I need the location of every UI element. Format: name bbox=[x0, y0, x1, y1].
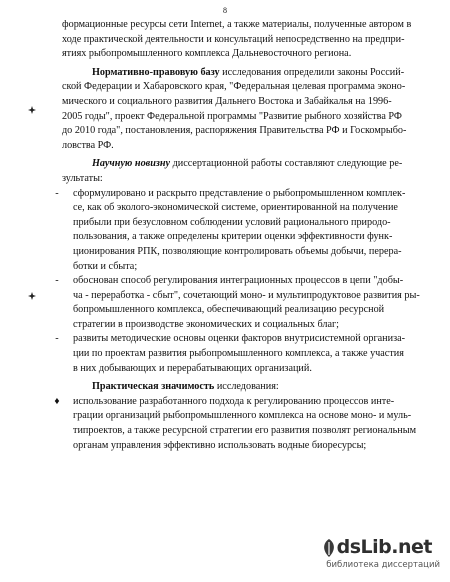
document-body bbox=[54, 18, 420, 453]
text-line: - развиты методические основы оценки факторов внутрисистемной организа- bbox=[62, 332, 414, 347]
dslib-logo: dsLib.net bbox=[337, 536, 432, 558]
text-line: ботки и сбыта; bbox=[73, 260, 138, 272]
legal-basis-label: Нормативно-правовую базу bbox=[92, 66, 220, 78]
text-line: пользования, а также определены критерии оценки эффективности функ- bbox=[73, 231, 393, 243]
text-line: зультаты: bbox=[62, 172, 103, 184]
diamond-bullet-icon: ♦ bbox=[54, 395, 60, 407]
text-line: бопромышленного комплекса, обеспечивающий реализацию ресурсной bbox=[73, 304, 385, 316]
dslib-watermark[interactable] bbox=[328, 536, 440, 576]
novelty-list-item bbox=[55, 274, 420, 332]
text-line: ходе практической деятельности и консультаций непосредственно на предпри- bbox=[62, 33, 405, 45]
text-line: ловства РФ. bbox=[62, 139, 114, 151]
text-line: - сформулировано и раскрыто представление о рыбопромышленном комплек- bbox=[62, 187, 414, 202]
text-line: се, как об эколого-экономической системе, ориентированной на получение bbox=[73, 202, 398, 214]
legal-basis-paragraph bbox=[62, 66, 414, 154]
practical-list-item bbox=[54, 395, 417, 453]
text-line: ции по проектам развития рыбопромышленного комплекса, а также участия bbox=[73, 348, 404, 360]
text-line: в них добывающих и перерабатывающих организаций. bbox=[73, 362, 312, 374]
novelty-paragraph bbox=[55, 157, 420, 376]
text-line: ♦ использование разработанного подхода к регулированию процессов инте- bbox=[62, 395, 414, 410]
page-number: 8 bbox=[223, 6, 227, 15]
dslib-leaf-icon bbox=[321, 538, 337, 558]
dslib-tagline: библиотека диссертаций bbox=[326, 560, 440, 570]
text-line: - обоснован способ регулирования интеграционных процессов в цепи "добы- bbox=[62, 274, 414, 289]
text-line: до 2010 года", постановления, распоряжения Правительства РФ и Госкомрыбо- bbox=[62, 125, 407, 137]
text-line: Нормативно-правовую базу исследования определили законы Россий- bbox=[92, 66, 405, 78]
dash-bullet: - bbox=[55, 187, 59, 199]
dash-bullet: - bbox=[55, 275, 59, 287]
text-line: ционирования РПК, позволяющие контролировать объемы добычи, перера- bbox=[73, 245, 402, 257]
text-line: ча - переработка - сбыт", сочетающий моно- и мультипродуктовое развития ры- bbox=[73, 289, 420, 301]
novelty-label: Научную новизну bbox=[92, 158, 171, 170]
practical-label: Практическая значимость bbox=[92, 381, 215, 393]
text-line: стратегии в производстве экономических и социальных благ; bbox=[73, 318, 339, 330]
text-line: 2005 годы", проект Федеральной программы "Развитие рыбного хозяйства РФ bbox=[62, 110, 402, 122]
text-line: прибыли при безусловном соблюдении условий рационального природо- bbox=[73, 216, 391, 228]
text-line: грации организаций рыбопромышленного комплекса на основе моно- и муль- bbox=[73, 410, 412, 422]
intro-paragraph bbox=[62, 18, 414, 62]
margin-star-mark-1 bbox=[28, 106, 36, 114]
novelty-list-item bbox=[55, 332, 414, 376]
margin-star-mark-2 bbox=[28, 292, 36, 300]
text-line: ятиях рыбопромышленного комплекса Дальневосточного региона. bbox=[62, 48, 352, 60]
text-line: мического и социального развития Дальнего Востока и Забайкалья на 1996- bbox=[62, 95, 392, 107]
practical-paragraph bbox=[54, 380, 417, 453]
text-line: Практическая значимость исследования: bbox=[92, 381, 279, 393]
text-line: Научную новизну диссертационной работы составляют следующие ре- bbox=[92, 158, 403, 170]
dash-bullet: - bbox=[55, 333, 59, 345]
text-line: типроектов, а также ресурсной стратегии его развития позволят региональным bbox=[73, 425, 417, 437]
text-line: органам управления эффективно использовать водные биоресурсы; bbox=[73, 439, 367, 451]
text-line: ской Федерации и Хабаровского края, "Федеральная целевая программа эконо- bbox=[62, 81, 406, 93]
text-line: формационные ресурсы сети Internet, а также материалы, полученные автором в bbox=[62, 19, 412, 30]
novelty-list-item bbox=[55, 187, 414, 275]
